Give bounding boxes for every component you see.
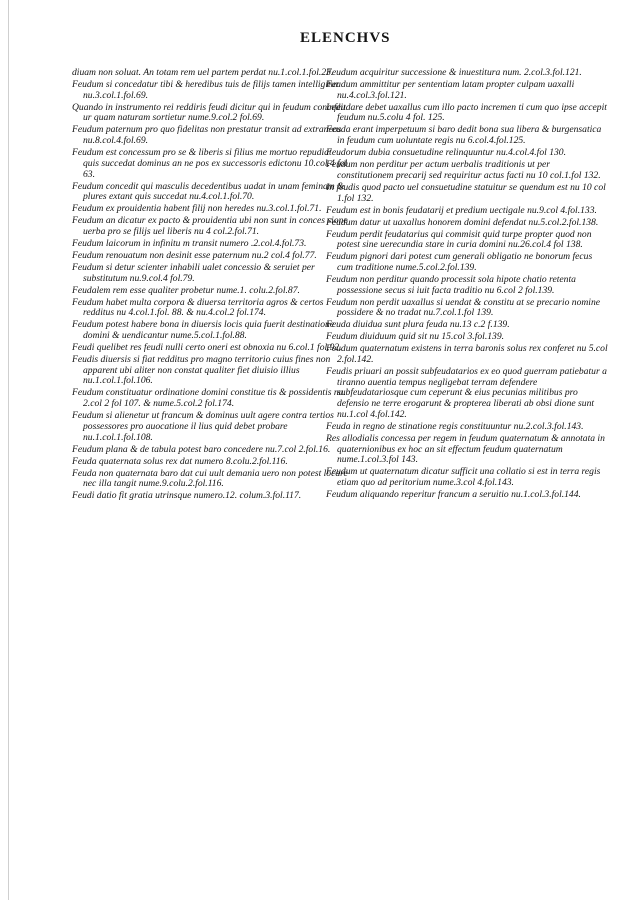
index-entry: Feudis priuari an possit subfeudatarios ex eo quod guerram patiebatur a tiranno auentia tempus negligebat terram defendere subfeudatariosque cum ceperunt & eius pecunias militibus pro defensio ne terre erogarunt & propterea liberati ab obsi dione sunt nu.1.col 4.fol.142. (326, 366, 607, 420)
index-entry: Feuda erant imperpetuum si baro dedit bona sua libera & burgensatica in feudum cum uoluntate regis nu 6.col.4.fol.125. (326, 124, 602, 147)
page-edge-line (8, 0, 9, 900)
index-entry: Feudum si concedatur tibi & heredibus tuis de filijs tamen intelligitur nu.3.col.1.fol.69. (72, 79, 340, 101)
index-entry: Feudum acquiritur successione & inuestitura num. 2.col.3.fol.121. (326, 67, 582, 78)
index-entry: Feudum est concessum pro se & liberis si filius me mortuo repudiat quis succedat dominus an ne pos ex successoris edictonu 10.col.4 fol 63. (72, 147, 348, 180)
index-entry: Feudum non perditur per actum uerbalis traditionis ut per constitutionem precarij sed requiritur actus facti nu 10 col.1.fol 132. (326, 159, 601, 181)
index-entry: Feudi datio fit gratia utrinsque numero.12. colum.3.fol.117. (72, 490, 302, 502)
index-entry: Feudum aliquando reperitur francum a seruitio nu.1.col.3.fol.144. (326, 488, 581, 500)
index-entry: Feudum paternum pro quo fidelitas non prestatur transit ad extraneos nu.8.col.4.fol.69. (72, 124, 342, 147)
index-entry: Feudum laicorum in infinitu m transit numero .2.col.4.fol.73. (72, 237, 307, 249)
index-entry: Feudum est in bonis feudatarij et predium uectigale nu.9.col 4.fol.133. (326, 204, 597, 216)
index-entry: diuam non soluat. An totam rem uel partem perdat nu.1.col.1.fol.23. (72, 67, 334, 78)
index-entry: Feudis diuersis si fiat redditus pro magno territorio cuius fines non apparent ubi aliter non constat qualiter fiet diuisio illius nu.1.col.1.fol.106. (72, 354, 331, 387)
left-column (72, 68, 348, 503)
index-entry: Quando in instrumento rei reddiris feudi dicitur qui in feudum concedit ur quam naturam sortietur nume.9.col.2 fol.69. (72, 101, 346, 124)
index-entry: Feudi quelibet res feudi nulli certo oneri est obnoxia nu 6.col.1 fol.92. (72, 342, 342, 354)
index-entry: Feudorum dubia consuetudine relinquuntur nu.4.col.4.fol 130. (326, 147, 566, 159)
index-entry: Feuda in regno de stinatione regis constituuntur nu.2.col.3.fol.143. (326, 420, 584, 432)
index-entry: Infeudare debet uaxallus cum illo pacto incremen ti cum quo ipse accepit feudum nu.5.colu 4 fol. 125. (326, 101, 607, 124)
index-entry: Feudum pignori dari potest cum generali obligatio ne bonorum fecus cum traditione nume.5.col.2.fol.139. (326, 251, 593, 273)
index-entry: Feudum potest habere bona in diuersis locis quia fuerit destinatione domini & uendicantur nume.5.col.1.fol.88. (72, 319, 335, 342)
index-entry: Feudum constituatur ordinatione domini constitue tis & possidentis nu. 2.col 2 fol 107. & nume.5.col.2 fol.174. (72, 387, 346, 410)
index-entry: Feudum si alienetur ut francum & dominus uult agere contra tertios possessores pro auocatione il lius quid debet probare nu.1.col.1.fol.108. (72, 410, 334, 443)
right-column (326, 68, 608, 502)
index-entry: Feudum non perditur quando processit sola hipote chatio retenta possessione secus si iuit facta traditio nu 6.col 2 fol.139. (326, 273, 576, 296)
index-entry: Feudum si detur scienter inhabili ualet concessio & seruiet per substitutum nu.9.col.4 fol.79. (72, 261, 315, 284)
index-entry: Feudum ex prouidentia habent filij non heredes nu.3.col.1.fol.71. (72, 203, 322, 215)
running-head: ELENCHVS (300, 30, 391, 46)
index-entry: Feuda non quaternata baro dat cui uult demania uero non potest locare nec illa tangit nume.9.colu.2.fol.116. (72, 467, 348, 490)
index-entry: Feudum perdit feudatarius qui commisit quid turpe propter quod non potest sine uerecundia stare in curia domini nu.26.col.4 fol 138. (326, 228, 592, 251)
index-entry: Feudalem rem esse qualiter probetur nume.1. colu.2.fol.87. (72, 284, 300, 296)
index-entry: Feudum diuiduum quid sit nu 15.col 3.fol.139. (326, 331, 505, 343)
index-entry: Feudum concedit qui masculis decedentibus uadat in unam feminam & plures extant quis succedat nu.4.col.1.fol.70. (72, 180, 345, 203)
index-entry: Feudum plana & de tabula potest baro concedere nu.7.col 2.fol.16. (72, 443, 331, 455)
index-entry: Feudum an dicatur ex pacto & prouidentia ubi non sunt in conces sione uerba pro se filijs uel liberis nu 4 col.2.fol.71. (72, 215, 348, 237)
index-entry: Feuda quaternata solus rex dat numero 8.colu.2.fol.116. (72, 455, 288, 467)
index-entry: Feudum ut quaternatum dicatur sufficit una collatio si est in terra regis etiam quo ad peritorium nume.3.col 4.fol.143. (326, 466, 601, 488)
index-entry: In feudis quod pacto uel consuetudine statuitur se quendum est nu 10 col 1.fol 132. (326, 181, 606, 204)
index-entry: Feudum habet multa corpora & diuersa territoria agros & certos redditus nu 4.col.1.fol. 88. & nu.4.col.2 fol.174. (72, 296, 324, 319)
index-entry: Feuda diuidua sunt plura feuda nu.13 c.2 f.139. (326, 319, 510, 331)
index-entry: Feudum quaternatum existens in terra baronis solus rex conferet nu 5.col 2.fol.142. (326, 343, 608, 366)
index-entry: Res allodialis concessa per regem in feudum quaternatum & annotata in quaternionibus ex hoc an sit effectum feudum quaternatum nume.1.col.3.fol 143. (326, 432, 605, 466)
index-entry: Feudum datur ut uaxallus honorem domini defendat nu.5.col.2.fol.138. (326, 216, 599, 228)
index-entry: Feudum renouatum non desinit esse paternum nu.2 col.4 fol.77. (72, 249, 317, 261)
index-entry: Feudum ammittitur per sententiam latam propter culpam uaxalli nu.4.col.3.fol.121. (326, 79, 575, 101)
index-entry: Feudum non perdit uaxallus si uendat & constitu at se precario nomine possidere & no tradat nu.7.col.1.fol 139. (326, 296, 601, 319)
